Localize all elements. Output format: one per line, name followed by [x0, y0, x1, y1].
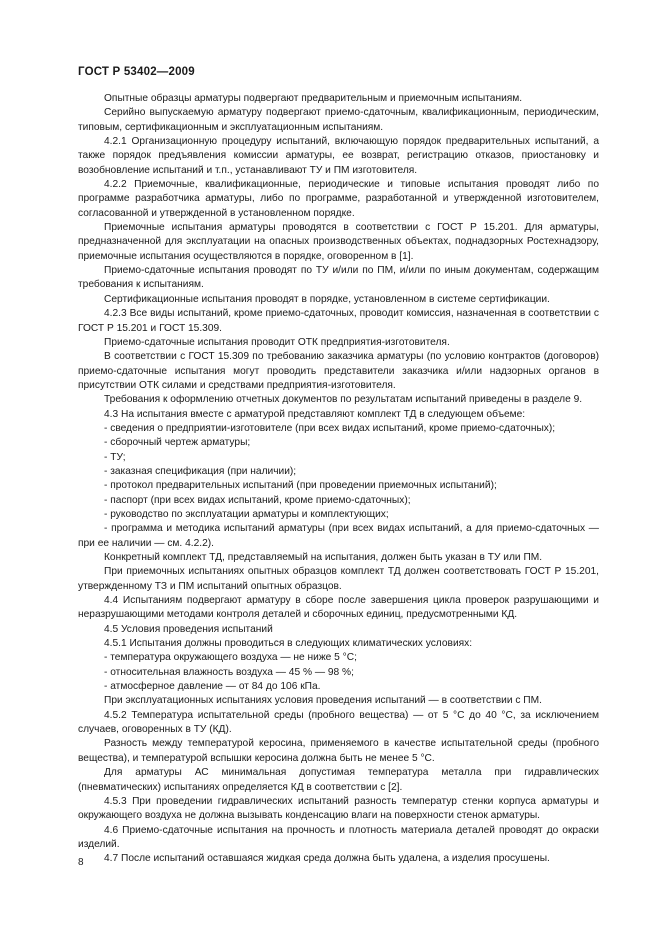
- paragraph: 4.2.3 Все виды испытаний, кроме приемо-сдаточных, проводит комиссия, назначенная в соответствии с ГОСТ Р 15.201 и ГОСТ 15.309.: [78, 308, 599, 334]
- paragraph: Приемо-сдаточные испытания проводят по ТУ и/или по ПМ, и/или по иным документам, содержащим требования к испытаниям.: [78, 265, 599, 291]
- list-item: - температура окружающего воздуха — не ниже 5 °С;: [104, 652, 357, 664]
- paragraph: 4.3 На испытания вместе с арматурой представляют комплект ТД в следующем объеме:: [104, 408, 526, 420]
- paragraph: Опытные образцы арматуры подвергают предварительным и приемочным испытаниям.: [104, 93, 523, 104]
- paragraph: 4.4 Испытаниям подвергают арматуру в сборе после завершения цикла проверок разрушающими и неразрушающими методами контроля деталей и сборочных единиц, предусмотренными КД.: [78, 595, 599, 621]
- list-item: - ТУ;: [104, 451, 126, 463]
- paragraph: Конкретный комплект ТД, представляемый на испытания, должен быть указан в ТУ или ПМ.: [104, 552, 543, 563]
- paragraph: При приемочных испытаниях опытных образцов комплект ТД должен соответствовать ГОСТ Р 15.201, утвержденному ТЗ и ПМ испытаний опытных образцов.: [78, 566, 599, 592]
- document-body: [78, 92, 599, 867]
- list-item: - относительная влажность воздуха — 45 % — 98 %;: [104, 666, 354, 678]
- paragraph: 4.2.1 Организационную процедуру испытаний, включающую порядок предварительных испытаний, а также порядок предъявления комиссии арматуры, ее возврат, регистрацию отказов, приостановку и возобновление испытаний и т.п., устанавливают ТУ и ПМ изготовителя.: [78, 136, 599, 176]
- paragraph: 4.5 Условия проведения испытаний: [104, 623, 273, 635]
- paragraph: В соответствии с ГОСТ 15.309 по требованию заказчика арматуры (по условию контрактов (договоров) приемо-сдаточные испытания могут проводить представители заказчика и/или надзорных органов в присутствии ОТК силами и средствами предприятия-изготовителя.: [78, 351, 599, 391]
- list-item: - заказная спецификация (при наличии);: [104, 465, 297, 477]
- list-item: - протокол предварительных испытаний (при проведении приемочных испытаний);: [104, 480, 497, 492]
- paragraph: При эксплуатационных испытаниях условия проведения испытаний — в соответствии с ПМ.: [104, 695, 542, 707]
- paragraph: 4.7 После испытаний оставшаяся жидкая среда должна быть удалена, а изделия просушены.: [104, 853, 550, 865]
- list-item: - руководство по эксплуатации арматуры и комплектующих;: [104, 508, 389, 520]
- paragraph: Приемо-сдаточные испытания проводит ОТК предприятия-изготовителя.: [104, 336, 450, 348]
- list-item: - программа и методика испытаний арматуры (при всех видах испытаний, а для приемо-сдаточных — при ее наличии — см. 4.2.2).: [78, 523, 599, 549]
- page-header: ГОСТ Р 53402—2009: [78, 66, 195, 78]
- list-item: - паспорт (при всех видах испытаний, кроме приемо-сдаточных);: [104, 494, 411, 506]
- page-number: 8: [78, 857, 84, 868]
- paragraph: 4.5.1 Испытания должны проводиться в следующих климатических условиях:: [104, 638, 473, 650]
- paragraph: Требования к оформлению отчетных документов по результатам испытаний приведены в разделе 9.: [104, 394, 583, 406]
- paragraph: 4.5.2 Температура испытательной среды (пробного вещества) — от 5 °С до 40 °С, за исключением случаев, оговоренных в ТУ (КД).: [78, 709, 599, 736]
- paragraph: 4.2.2 Приемочные, квалификационные, периодические и типовые испытания проводят либо по программе разработчика арматуры, либо по программе, разработанной и утвержденной изготовителем, согласованной и утвержденной в установленном порядке.: [78, 179, 599, 219]
- paragraph: Приемочные испытания арматуры проводятся в соответствии с ГОСТ Р 15.201. Для арматуры, предназначенной для эксплуатации на опасных производственных объектах, поднадзорных Ростехнадзору, приемочные испытания осуществляются в порядке, оговоренном в [1].: [78, 222, 599, 262]
- list-item: - сведения о предприятии-изготовителе (при всех видах испытаний, кроме приемо-сдаточных);: [104, 422, 556, 434]
- paragraph: Сертификационные испытания проводят в порядке, установленном в системе сертификации.: [104, 293, 550, 305]
- paragraph: Разность между температурой керосина, применяемого в качестве испытательной среды (пробного вещества), и температурой вспышки керосина должна быть не менее 5 °С.: [78, 738, 599, 764]
- paragraph: 4.5.3 При проведении гидравлических испытаний разность температур стенки корпуса арматуры и окружающего воздуха не должна вызывать конденсацию влаги на поверхности стенок арматуры.: [78, 795, 599, 822]
- paragraph: Серийно выпускаемую арматуру подвергают приемо-сдаточным, квалификационным, периодическим, типовым, сертификационным и эксплуатационным испытаниям.: [78, 107, 599, 133]
- list-item: - сборочный чертеж арматуры;: [104, 437, 251, 449]
- paragraph: 4.6 Приемо-сдаточные испытания на прочность и плотность материала деталей проводят до окраски изделий.: [78, 824, 599, 850]
- paragraph: Для арматуры АС минимальная допустимая температура металла при гидравлических (пневматических) испытаниях определяется КД в соответствии с [2].: [78, 767, 599, 793]
- list-item: - атмосферное давление — от 84 до 106 кПа.: [104, 681, 321, 693]
